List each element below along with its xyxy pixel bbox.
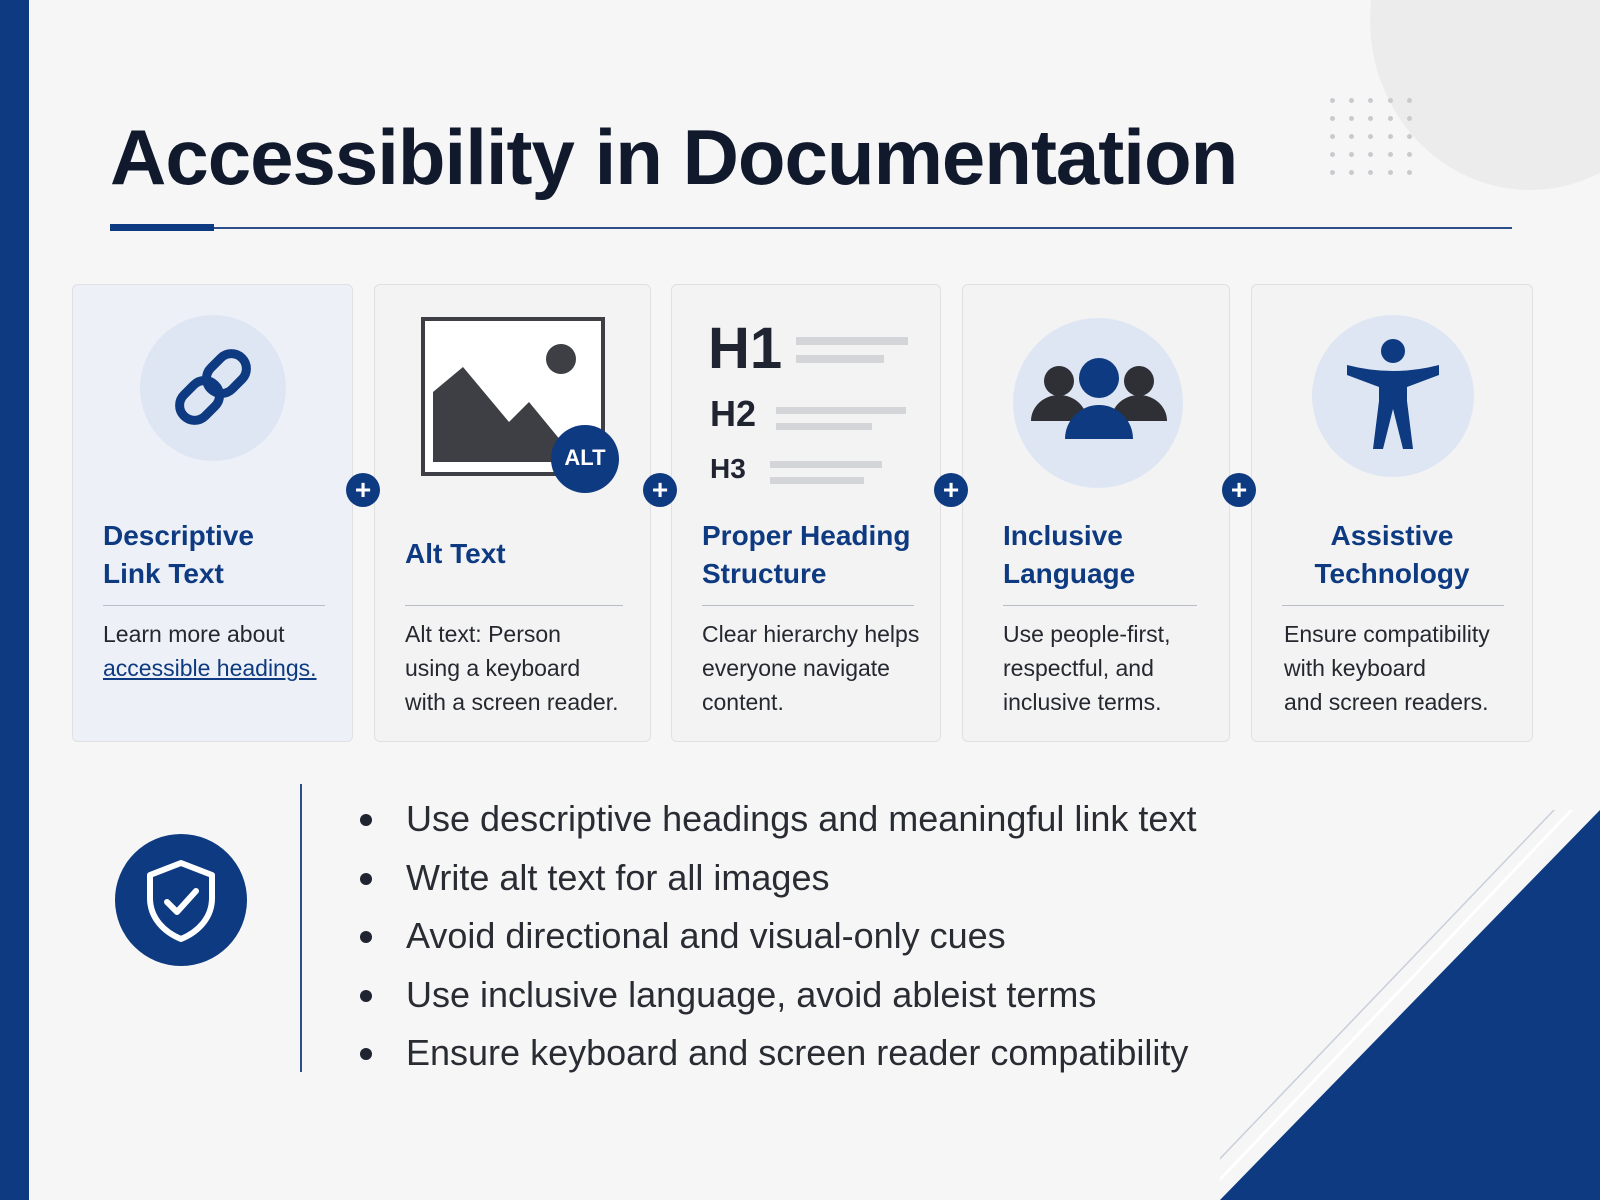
link-icon <box>163 337 263 437</box>
dot-grid-decoration <box>1330 98 1426 188</box>
list-item: Use inclusive language, avoid ableist terms <box>360 966 1196 1025</box>
card-description: Use people-first, respectful, and inclusive terms. <box>1003 621 1171 715</box>
card-alt-text <box>374 284 651 742</box>
accessibility-person-icon <box>1343 337 1443 455</box>
card-divider <box>702 605 914 606</box>
heading-h3-label: H3 <box>710 453 746 484</box>
heading-h2-label: H2 <box>710 393 757 434</box>
corner-decoration-triangle <box>1220 810 1600 1200</box>
plus-connector-icon: + <box>934 473 968 507</box>
card-descriptive-link-text <box>72 284 353 742</box>
shield-check-icon <box>142 858 220 944</box>
card-divider <box>103 605 325 606</box>
shield-badge <box>115 834 247 966</box>
card-title: Alt Text <box>405 538 506 569</box>
best-practices-list <box>360 790 1196 1083</box>
heading-h1-label: H1 <box>708 316 783 381</box>
plus-connector-icon: + <box>1222 473 1256 507</box>
card-description: Ensure compatibility with keyboard and screen readers. <box>1284 621 1490 715</box>
card-title: Assistive Technology <box>1314 520 1470 589</box>
card-divider <box>1282 605 1504 606</box>
card-proper-heading-structure <box>671 284 941 742</box>
title-underline-accent <box>110 224 214 231</box>
list-item: Use descriptive headings and meaningful link text <box>360 790 1196 849</box>
card-title: Proper Heading Structure <box>702 520 911 589</box>
card-description: Clear hierarchy helps everyone navigate content. <box>702 621 920 715</box>
accessible-headings-link[interactable]: accessible headings. <box>103 655 317 681</box>
plus-connector-icon: + <box>346 473 380 507</box>
list-item: Write alt text for all images <box>360 849 1196 908</box>
heading-structure-icon <box>708 315 918 495</box>
card-description-text: Learn more about <box>103 621 285 647</box>
card-description <box>103 617 317 685</box>
card-inclusive-language <box>962 284 1230 742</box>
card-title: Descriptive Link Text <box>103 520 254 589</box>
card-description: Alt text: Person using a keyboard with a screen reader. <box>405 621 619 715</box>
title-underline <box>110 227 1512 229</box>
card-divider <box>1003 605 1197 606</box>
alt-badge-label: ALT <box>564 445 606 470</box>
card-assistive-technology <box>1251 284 1533 742</box>
summary-divider <box>300 784 302 1072</box>
list-item: Ensure keyboard and screen reader compatibility <box>360 1024 1196 1083</box>
card-divider <box>405 605 623 606</box>
left-accent-bar <box>0 0 29 1200</box>
people-group-icon <box>1027 355 1171 455</box>
list-item: Avoid directional and visual-only cues <box>360 907 1196 966</box>
plus-connector-icon: + <box>643 473 677 507</box>
page-title: Accessibility in Documentation <box>110 113 1238 201</box>
card-title: Inclusive Language <box>1003 520 1136 589</box>
